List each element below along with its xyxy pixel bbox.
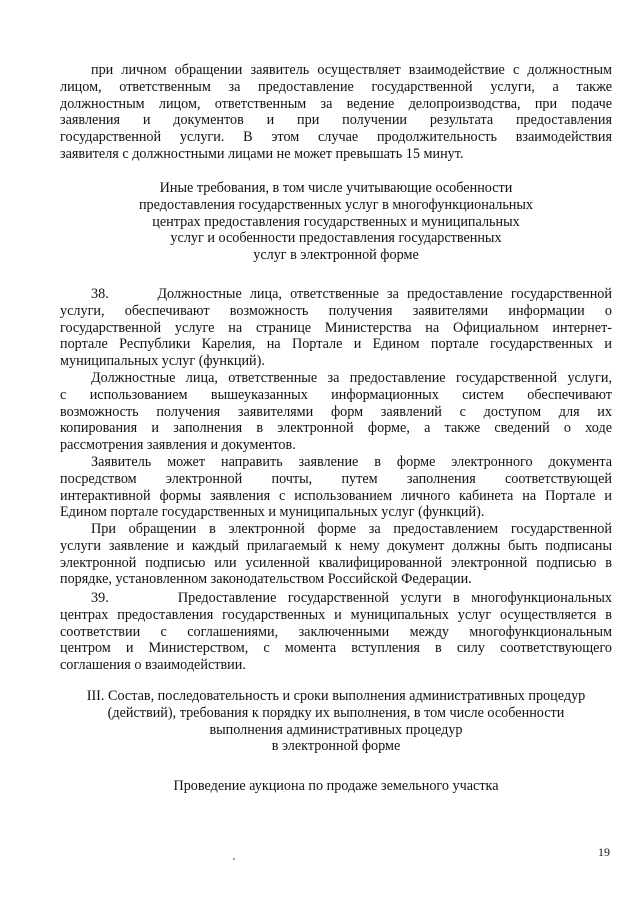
scan-speck (233, 858, 235, 860)
text-line: должностным лицом, ответственным за ведение делопроизводства, при подаче (60, 95, 612, 112)
heading-line: Проведение аукциона по продаже земельного участка (173, 778, 499, 794)
text-line: порядке, установленном законодательством Российской Федерации. (60, 571, 472, 588)
text-line: 38. Должностные лица, ответственные за предоставление государственной (91, 286, 612, 302)
text-line: центром и Министерством, с момента вступления в силу соответствующего (60, 640, 612, 657)
text-line: при личном обращении заявитель осуществляет взаимодействие с должностным (91, 62, 612, 78)
text-line: услуги, обеспечивают возможность получения заявителями информации о (60, 302, 612, 319)
text-line: государственной услуге на странице Министерства на Официальном интернет- (60, 319, 612, 336)
text-line: муниципальных услуг (функций). (60, 353, 265, 370)
text-line: интерактивной формы заявления с использованием личного кабинета на Портале и (60, 487, 612, 504)
text-line: соответствии с соглашениями, заключенными между многофункциональным (60, 623, 612, 640)
text-line: электронной подписью или усиленной квалифицированной электронной подписью в (60, 554, 612, 571)
heading-line: услуг и особенности предоставления государственных (170, 230, 502, 247)
text-line: 39. Предоставление государственной услуги в многофункциональных (91, 590, 612, 606)
text-line: с использованием вышеуказанных информационных систем обеспечивают (60, 386, 612, 403)
text-line: При обращении в электронной форме за предоставлением государственной (91, 521, 612, 537)
text-line: лицом, ответственным за предоставление государственной услуги, а также (60, 78, 612, 95)
text-line: услуги заявление и каждый прилагаемый к нему документ должны быть подписаны (60, 537, 612, 554)
paragraph-38 (60, 286, 612, 370)
text-line: посредством электронной почты, путем заполнения соответствующей (60, 470, 612, 487)
text-line: Едином портале государственных и муниципальных услуг (функций). (60, 504, 485, 521)
heading-line: предоставления государственных услуг в многофункциональных (138, 196, 534, 213)
text-line: копирования и заполнения в электронной форме, а также сведений о ходе (60, 420, 612, 437)
paragraph-intro (60, 62, 612, 163)
text-line: Заявитель может направить заявление в форме электронного документа (91, 454, 612, 470)
heading-line: выполнения административных процедур (209, 721, 463, 738)
text-line: рассмотрения заявления и документов. (60, 437, 296, 454)
heading-line: III. Состав, последовательность и сроки выполнения административных процедур (86, 688, 586, 704)
text-line: заявителя с должностными лицами не может превышать 15 минут. (60, 145, 464, 162)
text-line: центрах предоставления государственных и муниципальных услуг осуществляется в (60, 606, 612, 623)
heading-line: (действий), требования к порядку их выполнения, в том числе особенности (107, 704, 565, 721)
heading-line: услуг в электронной форме (253, 247, 419, 264)
paragraph-officials (60, 370, 612, 454)
text-line: государственной услуги. В этом случае продолжительность взаимодействия (60, 129, 612, 146)
heading-line: Иные требования, в том числе учитывающие особенности (159, 180, 513, 196)
heading-line: центрах предоставления государственных и муниципальных (152, 213, 520, 230)
heading-line: в электронной форме (271, 738, 401, 755)
text-line: возможность получения заявителями форм заявлений с доступом для их (60, 403, 612, 420)
text-line: заявления и документов и при получении результата предоставления (60, 112, 612, 129)
paragraph-39 (60, 590, 612, 674)
section-heading-section-3 (60, 688, 612, 755)
paragraph-applicant (60, 454, 612, 521)
text-line: портале Республики Карелия, на Портале и Едином портале государственных и (60, 336, 612, 353)
subheading-auction (60, 778, 612, 795)
page-number: 19 (598, 845, 610, 859)
section-heading-other-requirements (60, 180, 612, 264)
text-line: соглашения о взаимодействии. (60, 657, 246, 674)
paragraph-electronic (60, 521, 612, 588)
text-line: Должностные лица, ответственные за предоставление государственной услуги, (91, 370, 612, 386)
